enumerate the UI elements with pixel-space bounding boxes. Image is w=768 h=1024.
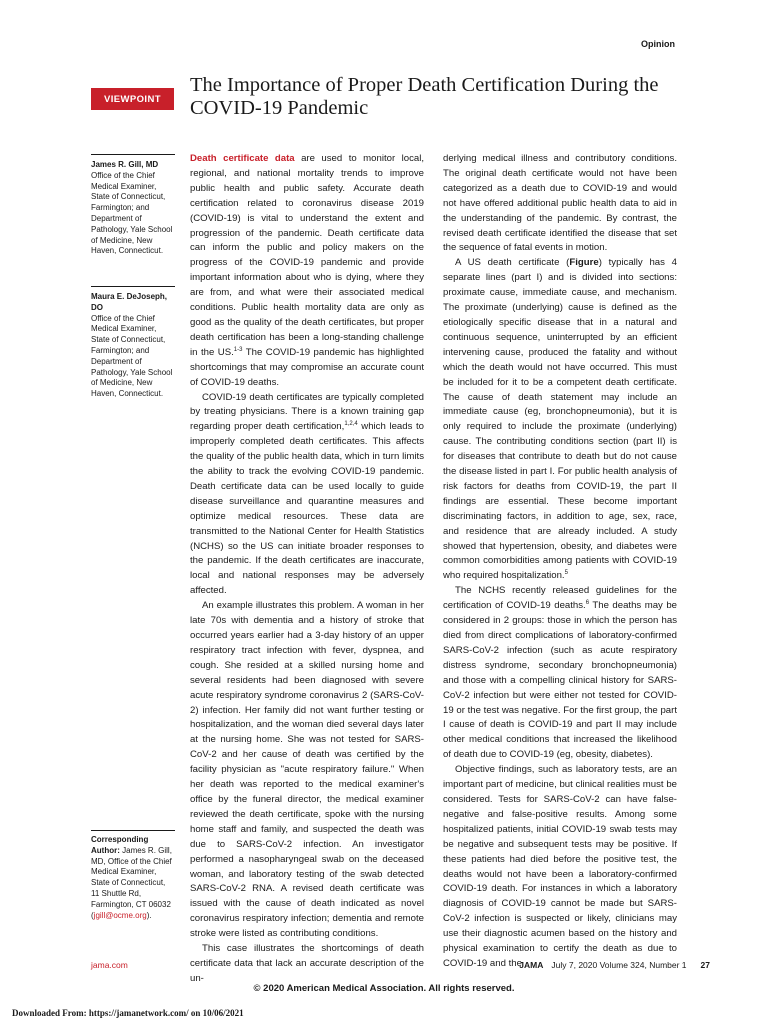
divider xyxy=(91,286,175,287)
author-info xyxy=(91,292,175,400)
download-notice: Downloaded From: https://jamanetwork.com/ on 10/06/2021 xyxy=(12,1008,244,1018)
divider xyxy=(91,154,175,155)
issue-info: July 7, 2020 Volume 324, Number 1 xyxy=(551,960,687,970)
viewpoint-badge: VIEWPOINT xyxy=(91,88,174,110)
author-name: James R. Gill, MD xyxy=(91,160,159,169)
citation[interactable]: 1-3 xyxy=(233,346,243,353)
citation[interactable]: 6 xyxy=(585,600,590,606)
journal-info xyxy=(519,960,710,970)
body-column-2 xyxy=(443,152,677,972)
paragraph: This case illustrates the shortcomings of death certificate data that lack an accurate description of the un- xyxy=(190,943,424,984)
corresponding-tail: ). xyxy=(146,910,152,920)
paragraph: An example illustrates this problem. A woman in her late 70s with dementia and a history of stroke that occurred years earlier had a 3-day history of an upper respiratory tract infection with fever, dyspnea, and cough. She resided at a skilled nursing home and several residents had been diagnosed with severe acute respiratory syndrome coronavirus 2 (SARS-CoV-2) infection. Her family did not want further testing or hospitalization, and the woman died several days later at the nursing home. She was not tested for SARS-CoV-2 and her cause of death was certified by the facility physician as "acute respiratory failure." When her death was reported to the medical examiner's office by the funeral director, the medical examiner reviewed the death certificate, spoke with the nursing home staff and family, and suspected the death was due to SARS-CoV-2 infection. An investigator performed a nasopharyngeal swab on the deceased woman, and laboratory testing of the swab detected SARS-CoV-2 RNA. A revised death certificate was issued with the cause of death indicated as novel coronavirus respiratory infection; dementia and remote stroke were listed as contributing conditions. xyxy=(190,600,424,940)
author-affiliation: Office of the Chief Medical Examiner, State of Connecticut, Farmington; and Department of Pathology, Yale School of Medicine, New Haven, Connecticut. xyxy=(91,170,173,256)
corresponding-author xyxy=(91,835,175,921)
author-info xyxy=(91,160,175,257)
divider xyxy=(91,830,175,831)
text: A US death certificate ( xyxy=(455,257,570,269)
site-link[interactable]: jama.com xyxy=(91,960,128,970)
body-column-1 xyxy=(190,152,424,987)
paragraph xyxy=(190,391,424,600)
text: COVID-19 death certificates are typically completed by treating physicians. There is a known training gap regarding proper death certification, xyxy=(190,391,424,433)
paragraph xyxy=(190,152,424,391)
page-number: 27 xyxy=(700,960,710,970)
article-title: The Importance of Proper Death Certification During the COVID-19 Pandemic xyxy=(190,74,659,119)
email-link[interactable]: jgill@ocme.org xyxy=(93,910,147,920)
text: which leads to improperly completed death certificates. This affects the quality of the public health data, which in turn limits the ability to track the evolving COVID-19 pandemic. Death certificate data can be used locally to guide disease surveillance and quarantine measures and optimize medical resources. These data are transmitted to the National Center for Health Statistics (NCHS) so the US can initiate broader responses to the pandemic. If the death certificates are inaccurate, local and national responses may be adversely affected. xyxy=(190,421,424,597)
author-affiliation: Office of the Chief Medical Examiner, State of Connecticut, Farmington; and Department of Pathology, Yale School of Medicine, New Haven, Connecticut. xyxy=(91,313,173,399)
corresponding-text: James R. Gill, MD, Office of the Chief Medical Examiner, State of Connecticut, 11 Shuttle Rd, Farmington, CT 06032 ( xyxy=(91,845,172,920)
section-label: Opinion xyxy=(641,39,675,49)
text: are used to monitor local, regional, and national mortality trends to improve public health and public safety. Accurate death certification related to coronavirus disease 2019 (COVID-19) is vital to understand the extent and progression of the pandemic. Death certificate data can inform the public and policy makers on the progress of the COVID-19 pandemic and provide important information about who is dying, where they are from, and what were their associated medical conditions. Public health mortality data are only as good as the quality of the death certificates, but proper death certification has been a long-standing challenge in the US. xyxy=(190,153,424,358)
text: ) typically has 4 separate lines (part I) and is divided into sections: proximate cause, immediate cause, and mechanism. The proximate (underlying) cause is defined as the etiologically specific disease that in a natural and continuous sequence, uninterrupted by an efficient intervening cause, produced the fatality and without which the death would not have occurred. This must be included for it to be a competent death certificate. The cause of death statement may include an immediate cause (eg, bronchopneumonia), but it is only required to include the proximate (underlying) cause. The contributing conditions section (part II) is for diseases that contribute to death but do not cause the disease listed in part I. For public health analysis of risk factors for deaths from COVID-19, the part II findings are essential. These become important discriminating factors, in addition to age, sex, race, and residence that are already included. A study showed that hypertension, obesity, and diabetes were common comorbidities among patients with COVID-19 who required hospitalization. xyxy=(443,257,677,582)
text: The COVID-19 pandemic has highlighted shortcomings that may compromise an accurate count of COVID-19 deaths. xyxy=(190,346,424,388)
text: The deaths may be considered in 2 groups: those in which the person has died from direct complications of laboratory-confirmed SARS-CoV-2 infection (such as acute respiratory distress syndrome, secondary bronchopneumonia) and those with a compelling clinical history for SARS-CoV-2 infection but were either not tested for COVID-19 or the test was negative. For the first group, the part I cause of death is COVID-19 and part II may include other medical conditions that increased the likelihood of death due to COVID-19 (eg, obesity, diabetes). xyxy=(443,600,677,761)
paragraph xyxy=(443,584,677,763)
author-name: Maura E. DeJoseph, DO xyxy=(91,292,168,312)
paragraph: Objective findings, such as laboratory tests, are an important part of medicine, but clinical realities must be considered. Tests for SARS-CoV-2 can have false-negative and false-positive results. Among some hospitalized patients, initial COVID-19 swab tests may be negative and subsequent tests may be positive. If these patients had died before the positive test, the deaths would not have been a laboratory-confirmed COVID-19 death. For instances in which a laboratory diagnosis of COVID-19 cannot be made but SARS-CoV-2 infection is suspected or likely, clinicians may use their diagnostic acumen based on the history and physical examination to certify the death as due to COVID-19 and the xyxy=(443,764,677,969)
paragraph: derlying medical illness and contributory conditions. The original death certificate would not have been categorized as a death due to COVID-19 and would not have offered additional public health data to aid in the understanding of the pandemic. By contrast, the revised death certificate identified the disease that set the sequence of fatal events in motion. xyxy=(443,153,677,254)
figure-ref[interactable]: Figure xyxy=(569,257,599,269)
text: The NCHS recently released guidelines for the certification of COVID-19 deaths. xyxy=(443,585,677,612)
copyright: © 2020 American Medical Association. All rights reserved. xyxy=(253,983,515,994)
citation[interactable]: 1,2,4 xyxy=(344,421,358,428)
lead-in: Death certificate data xyxy=(190,153,295,164)
citation[interactable]: 5 xyxy=(564,570,568,577)
journal-name: JAMA xyxy=(519,960,544,970)
corresponding-label: Corresponding Author: xyxy=(91,835,149,855)
paragraph xyxy=(443,256,677,584)
